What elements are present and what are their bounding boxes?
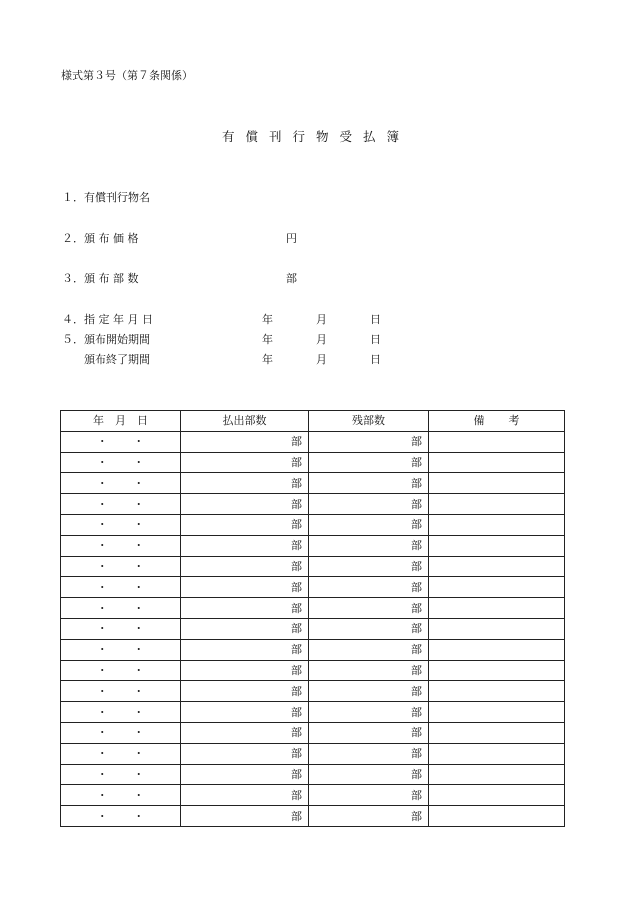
- table-row: [61, 681, 565, 702]
- row-issued-cell[interactable]: 部: [181, 743, 309, 764]
- row-remarks-cell[interactable]: [429, 618, 565, 639]
- table-row: [61, 494, 565, 515]
- ledger-header-row: [61, 411, 565, 432]
- table-row: [61, 660, 565, 681]
- field-label-publication-name: １．有償刊行物名: [62, 191, 150, 204]
- table-row: [61, 618, 565, 639]
- row-date-cell[interactable]: ・ ・: [61, 618, 181, 639]
- table-row: [61, 743, 565, 764]
- row-remarks-cell[interactable]: [429, 785, 565, 806]
- row-issued-cell[interactable]: 部: [181, 618, 309, 639]
- row-remarks-cell[interactable]: [429, 743, 565, 764]
- table-row: [61, 431, 565, 452]
- table-row: [61, 452, 565, 473]
- row-remarks-cell[interactable]: [429, 556, 565, 577]
- row-date-cell[interactable]: ・ ・: [61, 598, 181, 619]
- row-remarks-cell[interactable]: [429, 722, 565, 743]
- row-date-cell[interactable]: ・ ・: [61, 806, 181, 827]
- start-date-year-unit: 年: [262, 333, 273, 346]
- table-row: [61, 702, 565, 723]
- table-row: [61, 556, 565, 577]
- row-issued-cell[interactable]: 部: [181, 722, 309, 743]
- table-row: [61, 785, 565, 806]
- row-remaining-cell[interactable]: 部: [309, 785, 429, 806]
- end-date-day-unit: 日: [370, 353, 381, 366]
- table-row: [61, 473, 565, 494]
- table-row: [61, 806, 565, 827]
- row-remarks-cell[interactable]: [429, 806, 565, 827]
- row-date-cell[interactable]: ・ ・: [61, 743, 181, 764]
- row-issued-cell[interactable]: 部: [181, 764, 309, 785]
- unit-copies: 部: [286, 272, 297, 285]
- row-remaining-cell[interactable]: 部: [309, 452, 429, 473]
- row-issued-cell[interactable]: 部: [181, 431, 309, 452]
- row-remarks-cell[interactable]: [429, 431, 565, 452]
- row-date-cell[interactable]: ・ ・: [61, 660, 181, 681]
- start-date-month-unit: 月: [316, 333, 327, 346]
- row-remaining-cell[interactable]: 部: [309, 722, 429, 743]
- row-date-cell[interactable]: ・ ・: [61, 431, 181, 452]
- row-issued-cell[interactable]: 部: [181, 494, 309, 515]
- row-issued-cell[interactable]: 部: [181, 639, 309, 660]
- row-issued-cell[interactable]: 部: [181, 806, 309, 827]
- field-label-distribution-end: 頒布終了期間: [84, 353, 150, 366]
- row-date-cell[interactable]: ・ ・: [61, 577, 181, 598]
- row-remaining-cell[interactable]: 部: [309, 660, 429, 681]
- row-issued-cell[interactable]: 部: [181, 681, 309, 702]
- document-title: 有償刊行物受払簿: [222, 129, 411, 144]
- row-date-cell[interactable]: ・ ・: [61, 535, 181, 556]
- start-date-day-unit: 日: [370, 333, 381, 346]
- field-label-designated-date: ４．指 定 年 月 日: [62, 313, 153, 326]
- row-remaining-cell[interactable]: 部: [309, 806, 429, 827]
- header-remaining-copies: 残部数: [309, 411, 429, 432]
- row-remarks-cell[interactable]: [429, 660, 565, 681]
- form-number: 様式第３号（第７条関係）: [61, 69, 193, 82]
- unit-yen: 円: [286, 232, 297, 245]
- row-remarks-cell[interactable]: [429, 681, 565, 702]
- row-remarks-cell[interactable]: [429, 514, 565, 535]
- row-remaining-cell[interactable]: 部: [309, 514, 429, 535]
- row-remaining-cell[interactable]: 部: [309, 473, 429, 494]
- row-issued-cell[interactable]: 部: [181, 535, 309, 556]
- row-remarks-cell[interactable]: [429, 639, 565, 660]
- row-remarks-cell[interactable]: [429, 452, 565, 473]
- row-date-cell[interactable]: ・ ・: [61, 494, 181, 515]
- row-issued-cell[interactable]: 部: [181, 660, 309, 681]
- row-remaining-cell[interactable]: 部: [309, 598, 429, 619]
- row-remaining-cell[interactable]: 部: [309, 639, 429, 660]
- row-issued-cell[interactable]: 部: [181, 598, 309, 619]
- field-label-copies: ３．頒 布 部 数: [62, 272, 139, 285]
- row-remaining-cell[interactable]: 部: [309, 535, 429, 556]
- table-row: [61, 764, 565, 785]
- table-row: [61, 639, 565, 660]
- row-remarks-cell[interactable]: [429, 764, 565, 785]
- row-remaining-cell[interactable]: 部: [309, 494, 429, 515]
- row-issued-cell[interactable]: 部: [181, 702, 309, 723]
- header-remarks: 備考: [429, 411, 565, 432]
- row-date-cell[interactable]: ・ ・: [61, 785, 181, 806]
- end-date-year-unit: 年: [262, 353, 273, 366]
- row-remaining-cell[interactable]: 部: [309, 702, 429, 723]
- row-issued-cell[interactable]: 部: [181, 452, 309, 473]
- row-date-cell[interactable]: ・ ・: [61, 473, 181, 494]
- row-remaining-cell[interactable]: 部: [309, 681, 429, 702]
- row-date-cell[interactable]: ・ ・: [61, 556, 181, 577]
- row-issued-cell[interactable]: 部: [181, 556, 309, 577]
- field-label-price: ２．頒 布 価 格: [62, 232, 139, 245]
- row-date-cell[interactable]: ・ ・: [61, 764, 181, 785]
- row-issued-cell[interactable]: 部: [181, 514, 309, 535]
- end-date-month-unit: 月: [316, 353, 327, 366]
- designated-date-year-unit: 年: [262, 313, 273, 326]
- table-row: [61, 514, 565, 535]
- designated-date-month-unit: 月: [316, 313, 327, 326]
- header-issued-copies: 払出部数: [181, 411, 309, 432]
- row-remarks-cell[interactable]: [429, 473, 565, 494]
- designated-date-day-unit: 日: [370, 313, 381, 326]
- header-date: 年 月 日: [61, 411, 181, 432]
- table-row: [61, 722, 565, 743]
- row-date-cell[interactable]: ・ ・: [61, 681, 181, 702]
- row-remarks-cell[interactable]: [429, 577, 565, 598]
- row-remarks-cell[interactable]: [429, 598, 565, 619]
- row-date-cell[interactable]: ・ ・: [61, 452, 181, 473]
- row-remaining-cell[interactable]: 部: [309, 618, 429, 639]
- row-remarks-cell[interactable]: [429, 494, 565, 515]
- row-date-cell[interactable]: ・ ・: [61, 702, 181, 723]
- row-remaining-cell[interactable]: 部: [309, 764, 429, 785]
- row-issued-cell[interactable]: 部: [181, 577, 309, 598]
- ledger-table: [60, 410, 565, 827]
- row-remaining-cell[interactable]: 部: [309, 743, 429, 764]
- row-date-cell[interactable]: ・ ・: [61, 514, 181, 535]
- row-issued-cell[interactable]: 部: [181, 473, 309, 494]
- row-remaining-cell[interactable]: 部: [309, 431, 429, 452]
- table-row: [61, 598, 565, 619]
- row-remaining-cell[interactable]: 部: [309, 577, 429, 598]
- row-date-cell[interactable]: ・ ・: [61, 722, 181, 743]
- row-remarks-cell[interactable]: [429, 702, 565, 723]
- row-date-cell[interactable]: ・ ・: [61, 639, 181, 660]
- table-row: [61, 535, 565, 556]
- row-issued-cell[interactable]: 部: [181, 785, 309, 806]
- ledger-body: [61, 431, 565, 826]
- row-remaining-cell[interactable]: 部: [309, 556, 429, 577]
- field-label-distribution-start: ５．頒布開始期間: [62, 333, 150, 346]
- table-row: [61, 577, 565, 598]
- row-remarks-cell[interactable]: [429, 535, 565, 556]
